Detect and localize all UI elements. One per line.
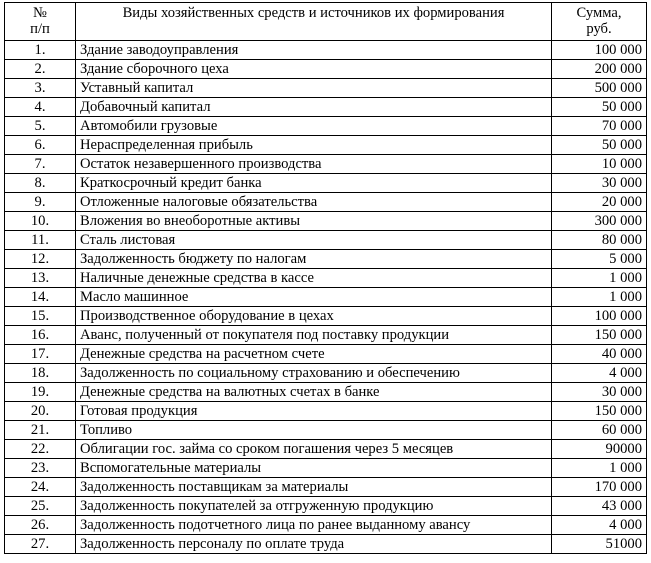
row-name: Вспомогательные материалы — [76, 459, 552, 478]
table-row — [5, 326, 647, 345]
row-number: 24. — [5, 478, 76, 497]
table-row — [5, 535, 647, 554]
row-number: 15. — [5, 307, 76, 326]
row-number: 26. — [5, 516, 76, 535]
row-number: 9. — [5, 193, 76, 212]
row-sum: 170 000 — [552, 478, 647, 497]
row-name: Уставный капитал — [76, 79, 552, 98]
row-sum: 90000 — [552, 440, 647, 459]
row-name: Здание сборочного цеха — [76, 60, 552, 79]
row-number: 13. — [5, 269, 76, 288]
row-name: Отложенные налоговые обязательства — [76, 193, 552, 212]
table-row — [5, 288, 647, 307]
row-name: Задолженность поставщикам за материалы — [76, 478, 552, 497]
table-row — [5, 41, 647, 60]
row-number: 10. — [5, 212, 76, 231]
row-name: Задолженность по социальному страхованию и обеспечению — [76, 364, 552, 383]
table-row — [5, 212, 647, 231]
table-row — [5, 155, 647, 174]
row-name: Денежные средства на расчетном счете — [76, 345, 552, 364]
row-sum: 51000 — [552, 535, 647, 554]
row-sum: 30 000 — [552, 174, 647, 193]
row-sum: 150 000 — [552, 402, 647, 421]
row-name: Задолженность бюджету по налогам — [76, 250, 552, 269]
header-name: Виды хозяйственных средств и источников их формирования — [76, 3, 552, 41]
header-number — [5, 3, 76, 41]
table-row — [5, 383, 647, 402]
table-row — [5, 193, 647, 212]
row-number: 19. — [5, 383, 76, 402]
row-name: Топливо — [76, 421, 552, 440]
row-sum: 150 000 — [552, 326, 647, 345]
row-name: Облигации гос. займа со сроком погашения через 5 месяцев — [76, 440, 552, 459]
row-number: 21. — [5, 421, 76, 440]
table-row — [5, 136, 647, 155]
row-number: 2. — [5, 60, 76, 79]
row-name: Здание заводоуправления — [76, 41, 552, 60]
row-number: 11. — [5, 231, 76, 250]
row-sum: 100 000 — [552, 41, 647, 60]
row-number: 18. — [5, 364, 76, 383]
row-sum: 1 000 — [552, 288, 647, 307]
row-name: Масло машинное — [76, 288, 552, 307]
row-sum: 30 000 — [552, 383, 647, 402]
row-number: 4. — [5, 98, 76, 117]
row-sum: 10 000 — [552, 155, 647, 174]
row-sum: 80 000 — [552, 231, 647, 250]
table-row — [5, 345, 647, 364]
table-row — [5, 250, 647, 269]
row-sum: 4 000 — [552, 516, 647, 535]
row-name: Нераспределенная прибыль — [76, 136, 552, 155]
row-name: Производственное оборудование в цехах — [76, 307, 552, 326]
table-row — [5, 174, 647, 193]
row-sum: 300 000 — [552, 212, 647, 231]
table-row — [5, 421, 647, 440]
row-number: 1. — [5, 41, 76, 60]
row-sum: 50 000 — [552, 136, 647, 155]
header-sum-line1: Сумма, — [576, 5, 622, 21]
table-header-row — [5, 3, 647, 41]
row-number: 7. — [5, 155, 76, 174]
table-row — [5, 402, 647, 421]
row-sum: 50 000 — [552, 98, 647, 117]
row-sum: 43 000 — [552, 497, 647, 516]
row-number: 16. — [5, 326, 76, 345]
row-sum: 60 000 — [552, 421, 647, 440]
row-number: 12. — [5, 250, 76, 269]
row-name: Автомобили грузовые — [76, 117, 552, 136]
row-name: Задолженность персоналу по оплате труда — [76, 535, 552, 554]
table-row — [5, 98, 647, 117]
row-name: Денежные средства на валютных счетах в банке — [76, 383, 552, 402]
row-sum: 40 000 — [552, 345, 647, 364]
table-row — [5, 269, 647, 288]
row-number: 22. — [5, 440, 76, 459]
table-row — [5, 79, 647, 98]
row-sum: 20 000 — [552, 193, 647, 212]
row-name: Задолженность покупателей за отгруженную продукцию — [76, 497, 552, 516]
header-sum-line2: руб. — [586, 21, 612, 37]
row-sum: 1 000 — [552, 269, 647, 288]
table-row — [5, 516, 647, 535]
row-sum: 1 000 — [552, 459, 647, 478]
row-number: 20. — [5, 402, 76, 421]
row-name: Остаток незавершенного производства — [76, 155, 552, 174]
row-name: Готовая продукция — [76, 402, 552, 421]
row-name: Краткосрочный кредит банка — [76, 174, 552, 193]
row-number: 14. — [5, 288, 76, 307]
row-number: 25. — [5, 497, 76, 516]
row-name: Задолженность подотчетного лица по ранее выданному авансу — [76, 516, 552, 535]
row-sum: 500 000 — [552, 79, 647, 98]
row-number: 23. — [5, 459, 76, 478]
row-number: 17. — [5, 345, 76, 364]
table-row — [5, 231, 647, 250]
table-row — [5, 307, 647, 326]
header-number-line1: № — [33, 5, 47, 21]
table-row — [5, 364, 647, 383]
row-name: Добавочный капитал — [76, 98, 552, 117]
row-sum: 100 000 — [552, 307, 647, 326]
assets-sources-table — [4, 2, 647, 554]
table-row — [5, 478, 647, 497]
row-sum: 4 000 — [552, 364, 647, 383]
table-row — [5, 497, 647, 516]
row-number: 8. — [5, 174, 76, 193]
row-number: 3. — [5, 79, 76, 98]
table-row — [5, 117, 647, 136]
table-row — [5, 440, 647, 459]
row-name: Наличные денежные средства в кассе — [76, 269, 552, 288]
row-name: Вложения во внеоборотные активы — [76, 212, 552, 231]
row-name: Аванс, полученный от покупателя под поставку продукции — [76, 326, 552, 345]
row-number: 6. — [5, 136, 76, 155]
row-sum: 70 000 — [552, 117, 647, 136]
header-number-line2: п/п — [30, 21, 50, 37]
row-name: Сталь листовая — [76, 231, 552, 250]
table-row — [5, 459, 647, 478]
row-number: 27. — [5, 535, 76, 554]
table-row — [5, 60, 647, 79]
row-sum: 200 000 — [552, 60, 647, 79]
header-sum — [552, 3, 647, 41]
table-body — [5, 41, 647, 554]
row-sum: 5 000 — [552, 250, 647, 269]
row-number: 5. — [5, 117, 76, 136]
